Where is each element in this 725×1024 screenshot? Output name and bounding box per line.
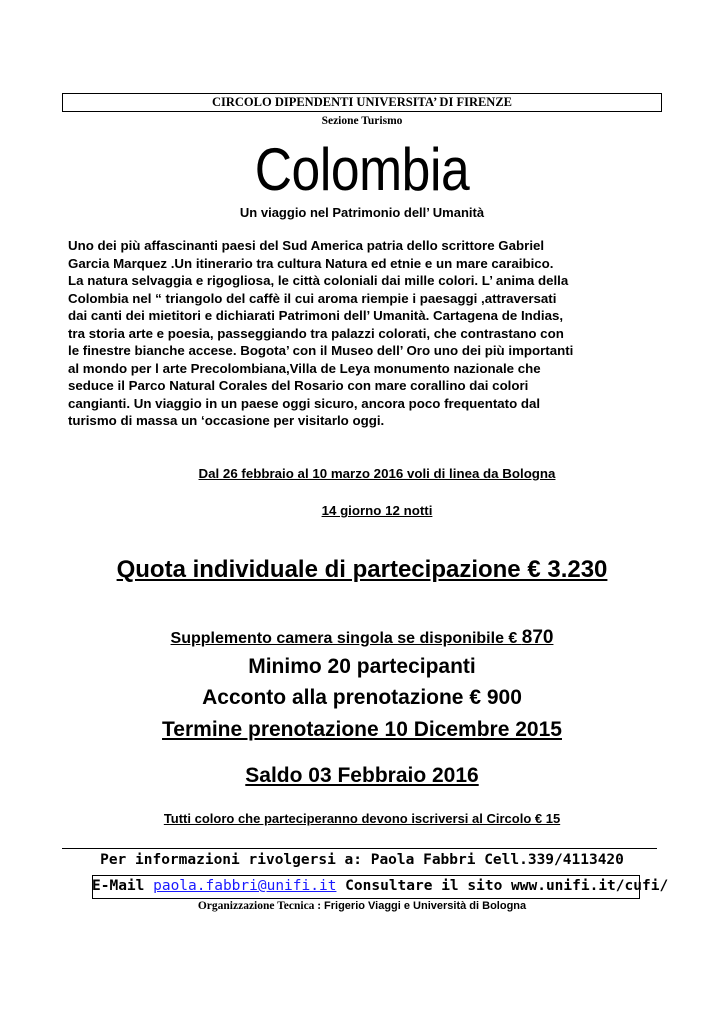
description-line: dai canti dei mietitori e dichiarati Patrimoni dell’ Umanità. Cartagena de Indias, — [68, 308, 564, 323]
membership-requirement: Tutti coloro che parteciperanno devono iscriversi al Circolo € 15 — [163, 811, 561, 826]
email-link[interactable]: paola.fabbri@unifi.it — [153, 878, 337, 894]
booking-deadline: Termine prenotazione 10 Dicembre 2015 — [162, 718, 562, 741]
description-line: Colombia nel “ triangolo del caffè il cui aroma riempie i paesaggi ,attraversati — [68, 290, 557, 306]
page-subtitle: Un viaggio nel Patrimonio dell’ Umanità — [239, 205, 485, 220]
trip-dates: Dal 26 febbraio al 10 marzo 2016 voli di linea da Bologna — [198, 466, 556, 481]
section-label: Sezione Turismo — [321, 115, 403, 127]
email-line — [92, 878, 669, 894]
organization-name: CIRCOLO DIPENDENTI UNIVERSITA’ DI FIRENZE — [211, 95, 513, 109]
description-line: tra storia arte e poesia, passeggiando tra palazzi colorati, che contrastano con — [68, 325, 564, 341]
single-supplement-label: Supplemento camera singola se disponibile € — [170, 630, 522, 647]
contact-info: Per informazioni rivolgersi a: Paola Fabbri Cell.339/4113420 — [100, 852, 624, 868]
single-room-supplement — [62, 627, 662, 649]
trip-duration: 14 giorno 12 notti — [321, 503, 433, 518]
technical-organization — [62, 900, 662, 912]
booking-deposit: Acconto alla prenotazione € 900 — [202, 686, 522, 709]
website-text: Consultare il sito www.unifi.it/cufi/ — [336, 878, 669, 894]
description-line: La natura selvaggia e rigogliosa, le città coloniali dai mille colori. L’ anima della — [68, 273, 569, 288]
email-label: E-Mail — [92, 878, 154, 894]
page-title: Colombia — [254, 136, 470, 203]
description-line: cangianti. Un viaggio in un paese oggi sicuro, ancora poco frequentato dal — [68, 395, 541, 411]
divider-line — [62, 848, 657, 849]
trip-description — [68, 237, 660, 430]
single-supplement-value: 870 — [521, 627, 554, 648]
description-line: le finestre bianche accese. Bogota’ con il Museo dell’ Oro uno dei più importanti — [68, 343, 574, 358]
technical-organizer-name: Frigerio Viaggi e Università di Bologna — [324, 900, 527, 912]
individual-price: Quota individuale di partecipazione € 3.230 — [116, 556, 608, 583]
technical-organization-label: Organizzazione Tecnica : — [197, 900, 325, 912]
description-line: turismo di massa un ‘occasione per visitarlo oggi. — [68, 413, 385, 428]
description-line: al mondo per l arte Precolombiana,Villa de Leya monumento nazionale che — [68, 360, 541, 376]
balance-due-date: Saldo 03 Febbraio 2016 — [245, 764, 479, 787]
description-line: Garcia Marquez .Un itinerario tra cultura Natura ed etnie e un mare caraibico. — [68, 255, 554, 271]
description-line: Uno dei più affascinanti paesi del Sud America patria dello scrittore Gabriel — [68, 238, 545, 253]
description-line: seduce il Parco Natural Corales del Rosario con mare corallino dai colori — [68, 378, 529, 393]
minimum-participants: Minimo 20 partecipanti — [248, 655, 476, 678]
